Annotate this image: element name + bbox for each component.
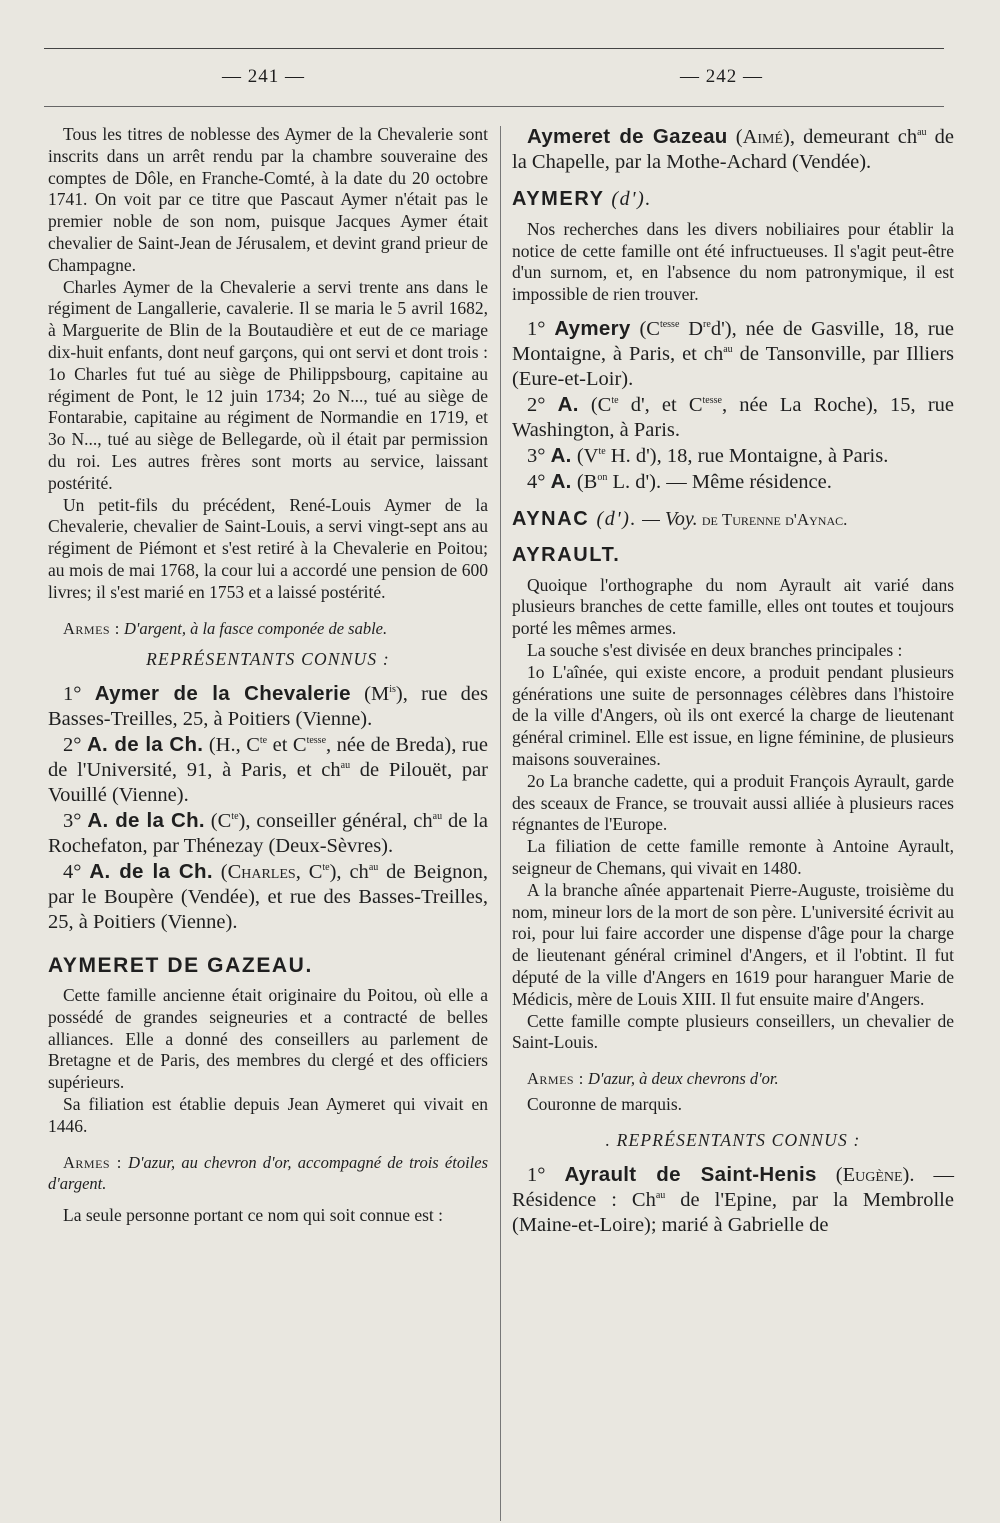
page-number-right: — 242 — [680, 66, 763, 87]
paragraph: Cette famille ancienne était originaire du Poitou, où elle a possédé de grandes seigneuries et a contracté de belles alliances. Elle a donné des conseillers au parlement de Bretagne et de Paris, des membres du clergé et des officiers supérieurs. [48, 984, 488, 1093]
entry-3: 3° A. de la Ch. $(C^{te})$, conseiller général, $ch^{au}$ de la Rochefaton, par Thénezay (Deux-Sèvres). [48, 809, 489, 858]
entry-3: 3° A. ($V^{te}$ H. d'), 18, rue Montaigne, à Paris. [527, 443, 889, 467]
section-heading-ayrault: AYRAULT. [512, 543, 621, 566]
armes-text: D'argent, à la fasce componée de sable. [123, 618, 388, 638]
paragraph: Sa filiation est établie depuis Jean Aymeret qui vivait en 1446. [48, 1093, 488, 1136]
paragraph: Cette famille compte plusieurs conseillers, un chevalier de Saint-Louis. [512, 1010, 954, 1053]
paragraph: A la branche aînée appartenait Pierre-Auguste, troisième du nom, mineur lors de la mort de son père. L'université écrivit au roi, pour lui faire accorder une dispense d'âge pour la charge de lieutenant général criminel d'Angers, et il l'obtint. Il fut député de la ville d'Angers en 1619 pour haranguer Marie de Médicis, mère de Louis XIII. Il fut ensuite maire d'Angers. [512, 879, 954, 1009]
paragraph: 1o L'aînée, qui existe encore, a produit pendant plusieurs générations une suite de personnages célèbres dans l'histoire de la ville d'Angers, où ils ont exercé la charge de lieutenant général criminel. Elle est issue, en ligne féminine, de plusieurs maisons souveraines. [512, 661, 954, 769]
section-heading-aymery: AYMERY (d'). [512, 188, 653, 210]
top-rule [44, 48, 944, 49]
left-column [48, 124, 488, 1227]
entry-name: Aymer de la Chevalerie [94, 682, 351, 706]
entry-1: 1° Aymery ($C^{tesse}$ Dred'), née de Gasville, 18, rue Montaigne, à Paris, et $ch^{au}$ de Tansonville, par Illiers (Eure-et-Loir). [512, 316, 955, 390]
entry-name: A. de la Ch. [89, 860, 213, 884]
entry-name: A. [550, 469, 572, 493]
entry-name: A. [557, 392, 579, 416]
entry-2: 2° A. ($C^{te}$ d', et $C^{tesse}$, née La Roche), 15, rue Washington, à Paris. [512, 392, 954, 441]
entry-1: 1° Aymer de la Chevalerie $(M^{is})$, rue des Basses-Treilles, 25, à Poitiers (Vienne). [48, 682, 489, 731]
entry-name: Ayrault de Saint-Henis [564, 1162, 817, 1186]
armes-line [48, 1152, 488, 1196]
armes-text: D'azur, à deux chevrons d'or. [587, 1069, 779, 1089]
armes-line [512, 1068, 954, 1090]
paragraph: Charles Aymer de la Chevalerie a servi trente ans dans le régiment de Langallerie, cavalerie. Il se maria le 5 avril 1682, à Marguerite de Blin de la Boutaudière et eut de ce mariage dix-huit enfants, dont neuf garçons, qui ont servi et dont trois : 1o Charles fut tué au siège de Philippsbourg, capitaine au régiment de Pont, le 12 juin 1734; 2o N..., tué au siège de Fontarabie, capitaine au régiment de Normandie en 1719, et 3o N..., tué au siège de Bellegarde, où il était par permission du roi. Les autres frères sont morts au service, laissant postérité. [48, 276, 488, 493]
right-column [512, 124, 954, 1238]
entry-2: 2° A. de la Ch. (H., $C^{te}$ et $C^{tesse}$, née de Breda), rue de l'Université, 91, à Paris, et $ch^{au}$ de Pilouët, par Vouillé (Vienne). [48, 733, 489, 807]
representants-heading: . REPRÉSENTANTS CONNUS : [605, 1129, 861, 1150]
section-heading-aymeret: AYMERET DE GAZEAU. [48, 954, 313, 978]
armes-label: Armes : [527, 1069, 584, 1089]
paragraph: La filiation de cette famille remonte à Antoine Ayrault, seigneur de Chemans, qui vivait en 1480. [512, 836, 954, 878]
entry-name: A. de la Ch. [86, 733, 204, 757]
paragraph: Un petit-fils du précédent, René-Louis Aymer de la Chevalerie, chevalier de Saint-Louis, a servi vingt-sept ans au régiment de Piémont et s'est retiré à la Chevalerie en Poitou; au mois de mai 1768, la cour lui a accordé une pension de 600 livres; il s'est marié en 1753 et a laissé postérité. [48, 494, 488, 602]
armes-line [48, 618, 488, 640]
entry-name: A. de la Ch. [87, 809, 205, 833]
header-rule [44, 106, 944, 107]
paragraph: Quoique l'orthographe du nom Ayrault ait varié dans plusieurs branches de cette famille, elles ont toutes et toujours porté les mêmes armes. [512, 574, 954, 639]
section-heading-aynac: AYNAC (d'). — Voy. de Turenne d'Aynac. [512, 507, 848, 530]
entry-4: 4° A. de la Ch. (Charles, $C^{te}$), $ch^{au}$ de Beignon, par le Boupère (Vendée), et rue des Basses-Treilles, 25, à Poitiers (Vienne). [48, 860, 488, 934]
entry-1: 1° Ayrault de Saint-Henis (Eugène). — Résidence : $Ch^{au}$ de l'Epine, par la Membrolle (Maine-et-Loire); marié à Gabrielle de [512, 1162, 954, 1236]
entry-name: Aymeret de Gazeau [527, 125, 728, 148]
paragraph: La seule personne portant ce nom qui soit connue est : [63, 1205, 444, 1226]
couronne-line: Couronne de marquis. [527, 1093, 683, 1114]
paragraph: Nos recherches dans les divers nobiliaires pour établir la notice de cette famille ont été infructueuses. Il s'agit peut-être d'un surnom, et, en l'absence du nom patronymique, il est impossible de rien trouver. [512, 218, 954, 305]
entry-aymeret: Aymeret de Gazeau (Aimé), demeurant $ch^{au}$ de la Chapelle, par la Mothe-Achard (Vendée). [512, 125, 954, 173]
representants-heading: REPRÉSENTANTS CONNUS : [146, 649, 390, 670]
entry-name: Aymery [554, 316, 631, 340]
entry-name: A. [550, 443, 572, 467]
entry-4: 4° A. ($B^{on}$ L. d'). — Même résidence. [527, 469, 832, 493]
paragraph: Tous les titres de noblesse des Aymer de la Chevalerie sont inscrits dans un arrêt rendu par la chambre souveraine des comptes de Dôle, en Franche-Comté, à la date du 20 octobre 1741. On voit par ce titre que Pascaut Aymer n'était pas le premier noble de son nom, puisque Jacques Aymer était chevalier de Saint-Jean de Jérusalem, et devint grand prieur de Champagne. [48, 124, 488, 275]
armes-label: Armes : [63, 1152, 122, 1172]
paragraph: La souche s'est divisée en deux branches principales : [527, 639, 903, 660]
column-divider [500, 126, 501, 1521]
armes-label: Armes : [63, 618, 120, 638]
page-number-left: — 241 — [222, 66, 305, 87]
armes-text: D'azur, au chevron d'or, accompagné de trois étoiles d'argent. [48, 1152, 488, 1194]
paragraph: 2o La branche cadette, qui a produit François Ayrault, garde des sceaux de France, se trouvait aussi alliée à plusieurs races régnantes de l'Europe. [512, 770, 954, 835]
